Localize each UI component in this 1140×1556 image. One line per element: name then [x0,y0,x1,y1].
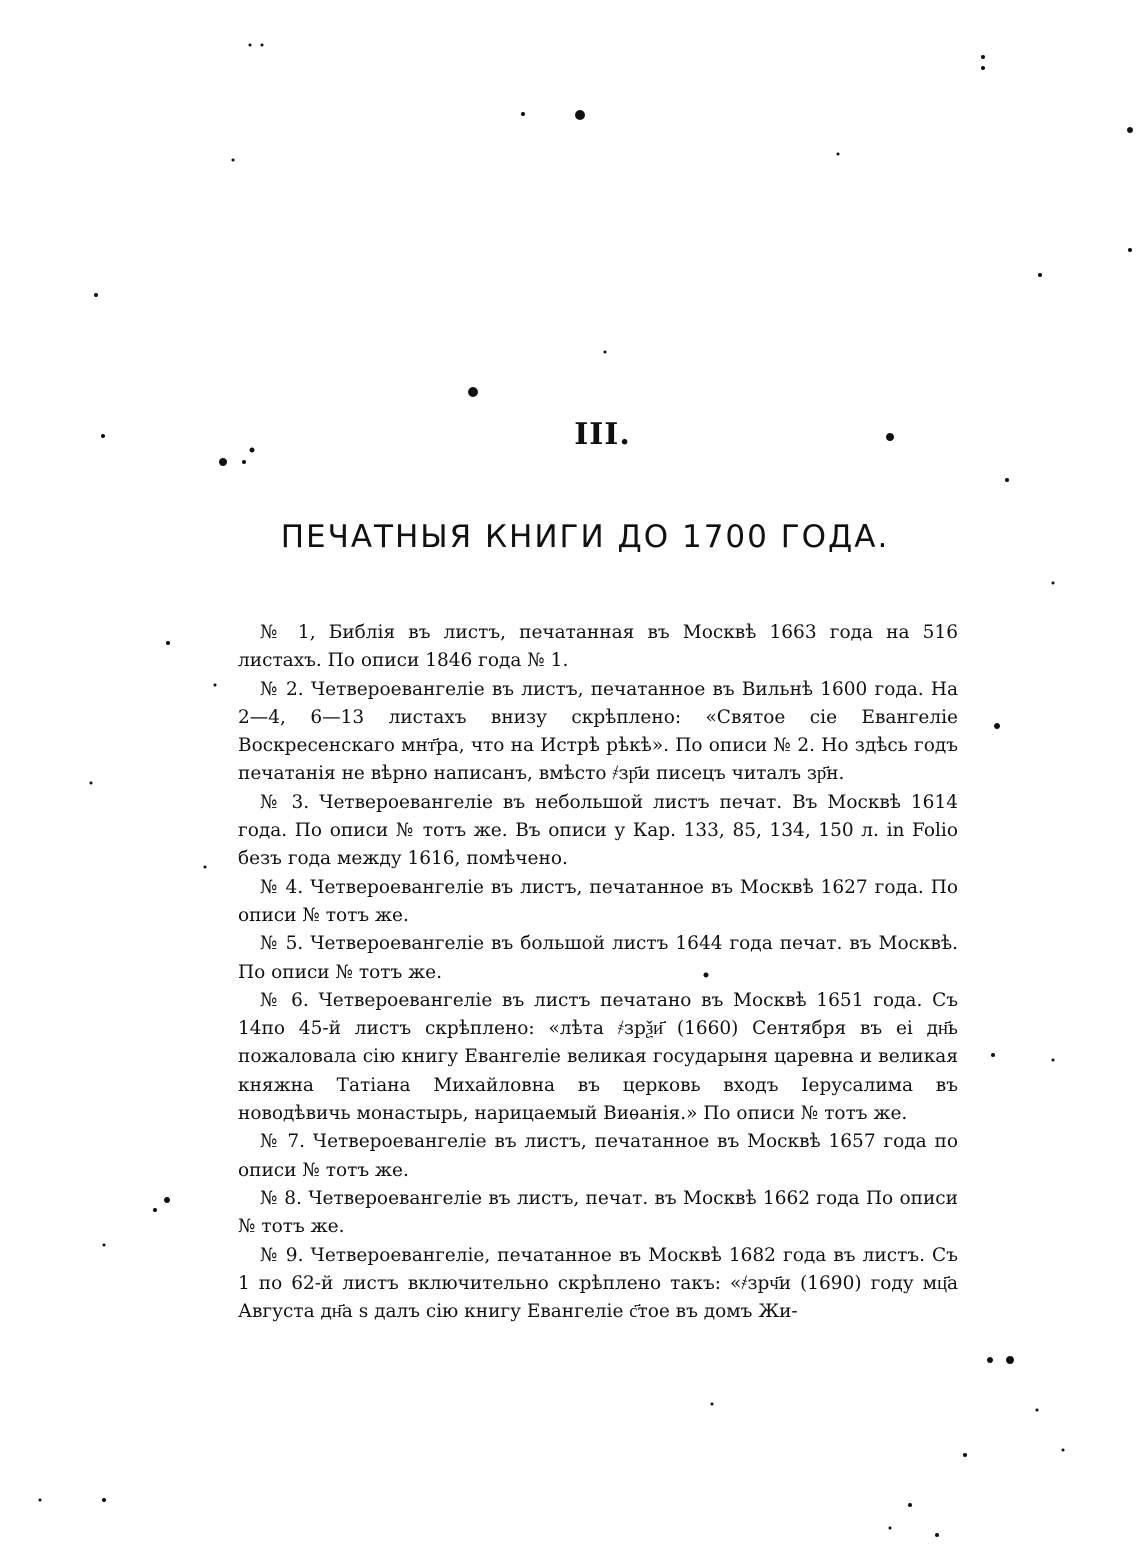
catalog-entry-4: № 4. Четвероевангеліе въ листъ, печатанное въ Москвѣ 1627 года. По описи № тотъ же. [238,876,958,926]
catalog-entry-2: № 2. Четвероевангеліе въ листъ, печатанное въ Вильнѣ 1600 года. На 2—4, 6—13 листахъ внизу скрѣплено: «Святое сіе Евангеліе Воскресенскаго мнт҃ра, что на Истрѣ рѣкѣ». По описи № 2. Но здѣсь годъ печатанія не вѣрно написанъ, вмѣсто ҂зр҃и писецъ читалъ зр҃н. [238,678,958,785]
catalog-entry-7: № 7. Четвероевангеліе въ листъ, печатанное въ Москвѣ 1657 года по описи № тотъ же. [238,1131,958,1181]
catalog-entry-5: № 5. Четвероевангеліе въ большой листъ 1644 года печат. въ Москвѣ. По описи № тотъ же. [238,933,958,983]
catalog-entry-1: № 1, Библія въ листъ, печатанная въ Москвѣ 1663 года на 516 листахъ. По описи 1846 года № 1. [238,622,958,672]
catalog-entries [238,619,958,1326]
catalog-entry-9: № 9. Четвероевангеліе, печатанное въ Москвѣ 1682 года въ листъ. Съ 1 по 62-й листъ включительно скрѣплено такъ: «҂зрч҃и (1690) году мц҃а Августа дн҃а ѕ далъ сію книгу Евангеліе с҃тое въ домъ Жи- [238,1244,958,1323]
catalog-entry-6: № 6. Четвероевангеліе въ листъ печатано въ Москвѣ 1651 года. Съ 14по 45-й листъ скрѣплено: «лѣта ҂зрѯи҃ (1660) Сентября въ еі дн҃ь пожаловала сію книгу Евангеліе великая государыня царевна и великая княжна Татіана Михайловна въ церковь входъ Іерусалима въ новодѣвичь монастырь, нарицаемый Виѳанія.» По описи № тотъ же. [238,989,958,1125]
chapter-title: ПЕЧАТНЫЯ КНИГИ ДО 1700 ГОДА. [280,519,890,555]
catalog-entry-8: № 8. Четвероевангеліе въ листъ, печат. въ Москвѣ 1662 года По описи № тотъ же. [238,1187,958,1238]
catalog-entry-3: № 3. Четвероевангеліе въ небольшой листъ печат. Въ Москвѣ 1614 года. По описи № тотъ же. Въ описи у Кар. 133, 85, 134, 150 л. in Folio безъ года между 1616, помѣчено. [238,791,958,870]
chapter-number: III. [574,417,631,452]
